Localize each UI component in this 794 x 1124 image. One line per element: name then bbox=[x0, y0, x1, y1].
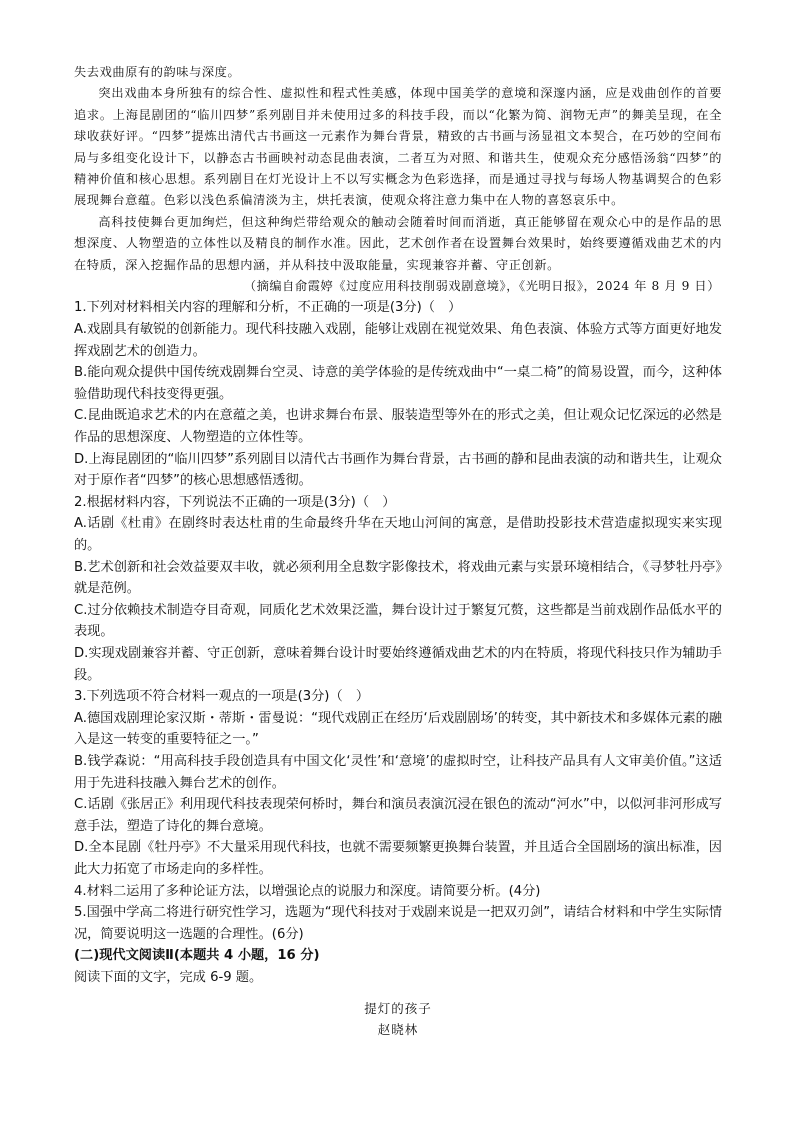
option-b: B.钱学森说：“用高科技手段创造具有中国文化‘灵性’和‘意境’的虚拟时空，让科技产品具有人文审美价值。”这适用于先进科技融入舞台艺术的创作。 bbox=[74, 753, 722, 791]
option-a: A.话剧《杜甫》在剧终时表达杜甫的生命最终升华在天地山河间的寓意，是借助投影技术营造虚拟现实来实现的。 bbox=[74, 516, 722, 553]
option-c: C.话剧《张居正》利用现代科技表现荣何桥时，舞台和演员表演沉浸在银色的流动“河水”中，以似河非河形成写意手法，塑造了诗化的舞台意境。 bbox=[74, 797, 722, 834]
story-title: 提灯的孩子 bbox=[364, 1001, 432, 1017]
passage-paragraph: 突出戏曲本身所独有的综合性、虚拟性和程式性美感，体现中国美学的意境和深邃内涵，应是戏曲创作的首要追求。上海昆剧团的“临川四梦”系列剧目并未使用过多的科技手段，而以“化繁为简、润物无声”的舞美呈现，在全球收获好评。“四梦”提炼出清代古书画这一元素作为舞台背景，精致的古书画与汤显祖文本契合，在巧妙的空间布局与多组变化设计下，以静态古书画映衬动态昆曲表演，二者互为对照、和谐共生，使观众充分感悟汤翁“四梦”的精神价值和核心思想。系列剧目在灯光设计上不以写实概念为色彩选择，而是通过寻找与每场人物基调契合的色彩展现舞台意蕴。色彩以浅色系偏清淡为主，烘托表演，使观众将注意力集中在人物的喜怒哀乐中。 bbox=[74, 86, 722, 208]
question-1 bbox=[74, 297, 722, 491]
question-stem: 4.材料二运用了多种论证方法，以增强论点的说服力和深度。请简要分析。(4分) bbox=[74, 883, 541, 899]
exam-page bbox=[74, 62, 722, 1040]
option-a: A.戏剧具有敏锐的创新能力。现代科技融入戏剧，能够让戏剧在视觉效果、角色表演、体验方式等方面更好地发挥戏剧艺术的创造力。 bbox=[74, 322, 722, 359]
question-3 bbox=[74, 686, 722, 880]
section-instruction: 阅读下面的文字，完成 6-9 题。 bbox=[74, 969, 263, 985]
option-a: A.德国戏剧理论家汉斯・蒂斯・雷曼说：“现代戏剧正在经历‘后戏剧剧场’的转变，其中新技术和多媒体元素的融入是这一转变的重要特征之一。” bbox=[74, 710, 723, 748]
option-b: B.能向观众提供中国传统戏剧舞台空灵、诗意的美学体验的是传统戏曲中“一桌二椅”的简易设置，而今，这种体验借助现代科技变得更强。 bbox=[74, 365, 722, 402]
question-2 bbox=[74, 492, 722, 686]
story-author: 赵晓林 bbox=[377, 1022, 419, 1038]
question-stem: 3.下列选项不符合材料一观点的一项是(3分)（ ） bbox=[74, 689, 370, 705]
question-stem: 5.国强中学高二将进行研究性学习，选题为“现代科技对于戏剧来说是一把双刃剑”，请结合材料和中学生实际情况，简要说明这一选题的合理性。(6分) bbox=[74, 905, 722, 942]
story-title-block bbox=[74, 998, 722, 1040]
question-5 bbox=[74, 902, 722, 945]
option-c: C.昆曲既追求艺术的内在意蕴之美，也讲求舞台布景、服装造型等外在的形式之美，但让观众记忆深远的必然是作品的思想深度、人物塑造的立体性等。 bbox=[74, 408, 722, 446]
option-d: D.实现戏剧兼容并蓄、守正创新，意味着舞台设计时要始终遵循戏曲艺术的内在特质，将现代科技只作为辅助手段。 bbox=[74, 645, 722, 683]
passage-paragraph: 高科技使舞台更加绚烂，但这种绚烂带给观众的触动会随着时间而消逝，真正能够留在观众心中的是作品的思想深度、人物塑造的立体性以及精良的制作水准。因此，艺术创作者在设置舞台效果时，始终要遵循戏曲艺术的内在特质，深入挖掘作品的思想内涵，并从科技中汲取能量，实现兼容并蓄、守正创新。 bbox=[74, 214, 722, 272]
passage-source: （摘编自俞霞婷《过度应用科技削弱戏剧意境》，《光明日报》，2024 年 8 月 9 日） bbox=[243, 279, 720, 294]
option-d: D.全本昆剧《牡丹亭》不大量采用现代科技，也就不需要频繁更换舞台装置，并且适合全国剧场的演出标准，因此大力拓宽了市场走向的多样性。 bbox=[74, 840, 722, 877]
question-stem: 1.下列对材料相关内容的理解和分析，不正确的一项是(3分)（ ） bbox=[74, 300, 462, 316]
question-stem: 2.根据材料内容，下列说法不正确的一项是(3分)（ ） bbox=[74, 494, 396, 510]
option-b: B.艺术创新和社会效益要双丰收，就必须利用全息数字影像技术，将戏曲元素与实景环境相结合，《寻梦牡丹亭》就是范例。 bbox=[74, 559, 722, 597]
section-heading: (二)现代文阅读Ⅱ(本题共 4 小题，16 分) bbox=[74, 948, 320, 964]
option-c: C.过分依赖技术制造夺目奇观，同质化艺术效果泛滥，舞台设计过于繁复冗赘，这些都是当前戏剧作品低水平的表现。 bbox=[74, 602, 722, 640]
passage-lead-line: 失去戏曲原有的韵味与深度。 bbox=[74, 65, 241, 79]
question-4 bbox=[74, 881, 722, 903]
option-d: D.上海昆剧团的“临川四梦”系列剧目以清代古书画作为舞台背景，古书画的静和昆曲表演的动和谐共生，让观众对于原作者“四梦”的核心思想感悟透彻。 bbox=[74, 451, 722, 489]
